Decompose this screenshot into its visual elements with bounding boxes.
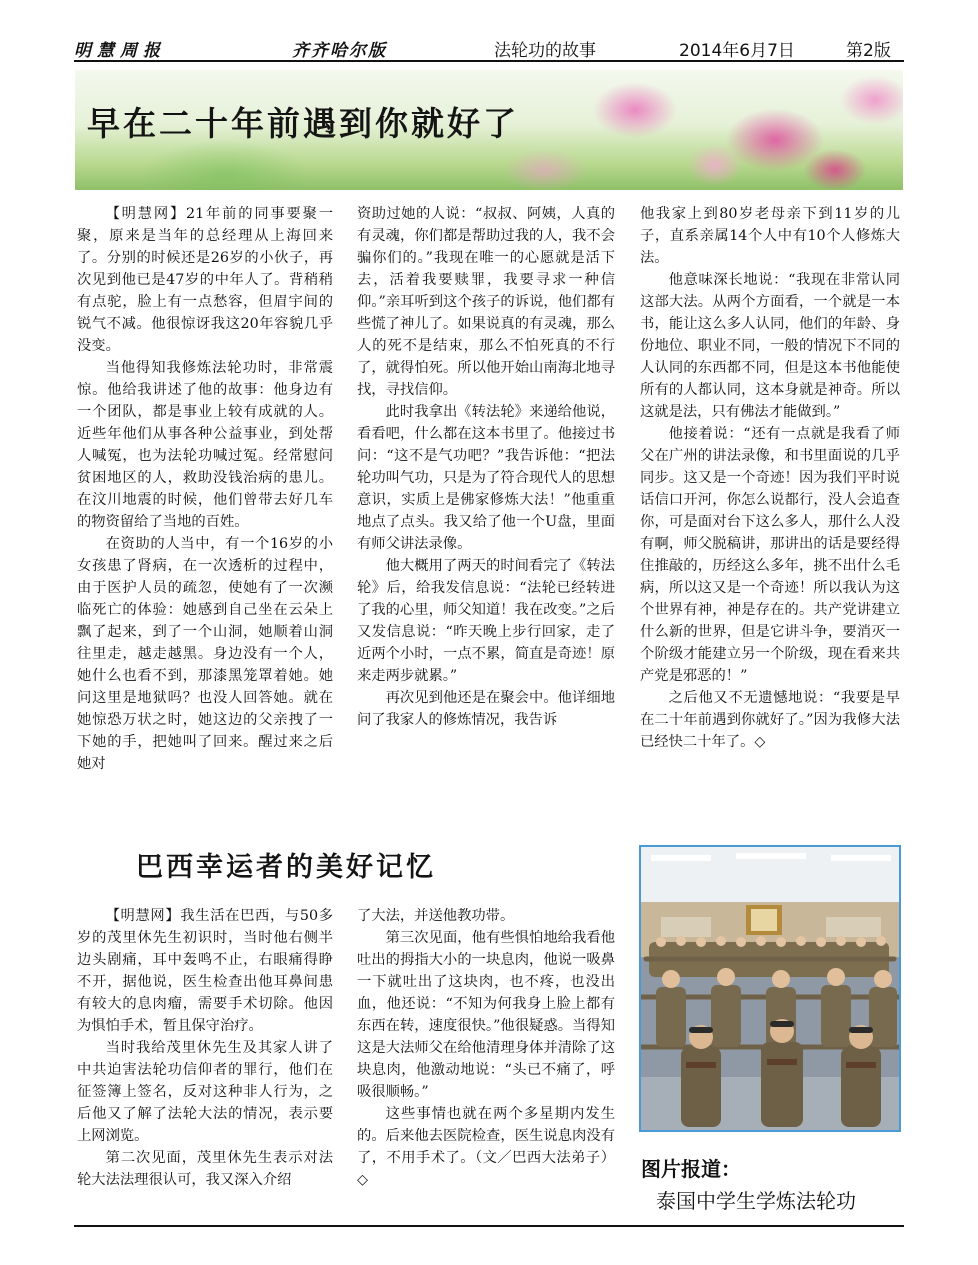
article-column-2 [357,905,615,1191]
paragraph: 当他得知我修炼法轮功时，非常震惊。他给我讲述了他的故事：他身边有一个团队，都是事业上较有成就的人。近些年他们从事各种公益事业，到处帮人喊冤，也为法轮功喊过冤。经常慰问贫困地区的人，救助没钱治病的患儿。在汶川地震的时候，他们曾带去好几车的物资留给了当地的百姓。 [77,360,333,530]
article-banner [75,70,903,190]
issue-date: 2014年6月7日 [679,41,795,61]
article-column-3 [640,203,900,753]
paragraph: 他接着说：“还有一点就是我看了师父在广州的讲法录像，和书里面说的几乎同步。这又是一个奇迹！因为我们平时说话信口开河，你怎么说都行，没人会追查你，可是面对台下这么多人，那什么人没有啊，师父脱稿讲，那讲出的话是要经得住推敲的，历经这么多年，挑不出什么毛病，所以这又是一个奇迹！所以我认为这个世界有神，神是存在的。共产党讲建立什么新的世界，但是它讲斗争，要消灭一个阶级才能建立另一个阶级，现在看来共产党是邪恶的！” [640,426,900,684]
paragraph: 他意味深长地说：“我现在非常认同这部大法。从两个方面看，一个就是一本书，能让这么多人认同，他们的年龄、身份地位、职业不同，一般的情况下不同的人认同的东西都不同，但是这本书他能使所有的人都认同，这本身就是神奇。所以这就是法，只有佛法才能做到。” [640,272,900,420]
paragraph: 【明慧网】我生活在巴西，与50多岁的茂里休先生初识时，当时他右侧半边头剧痛，耳中轰鸣不止，右眼痛得睁不开，据他说，医生检查出他耳鼻间患有较大的息肉瘤，需要手术切除。他因为惧怕手术，暂且保守治疗。 [77,908,333,1034]
paragraph: 在资助的人当中，有一个16岁的小女孩患了肾病，在一次透析的过程中，由于医护人员的疏忽，使她有了一次濒临死亡的体验：她感到自己坐在云朵上飘了起来，到了一个山洞，她顺着山洞往里走，越走越黑。身边没有一个人，她什么也看不到，那漆黑笼罩着她。她问这里是地狱吗？也没人回答她。就在她惊恐万状之时，她这边的父亲拽了一下她的手，把她叫了回来。醒过来之后她对 [77,536,333,772]
paragraph-continued: 他我家上到80岁老母亲下到11岁的儿子，直系亲属14个人中有10个人修炼大法。 [640,206,900,266]
article-column-2 [357,203,615,731]
top-divider [74,60,904,62]
article-title: 巴西幸运者的美好记忆 [136,852,436,883]
scouts-exercise-photo [639,845,901,1132]
paragraph-continued: 了大法，并送他教功带。 [357,908,515,924]
column-name: 法轮功的故事 [494,41,596,61]
paper-name: 明慧周报 [74,41,166,61]
paragraph: 此时我拿出《转法轮》来递给他说，看看吧，什么都在这本书里了。他接过书问：“这不是气功吧？”我告诉他：“把法轮功叫气功，只是为了符合现代人的思想意识，实质上是佛家修炼大法！”他重重地点了点头。我又给了他一个U盘，里面有师父讲法录像。 [357,404,615,552]
photo-report-label: 图片报道： [641,1157,741,1181]
photo-caption: 泰国中学生学炼法轮功 [656,1189,856,1213]
paragraph: 第二次见面，茂里休先生表示对法轮大法法理很认可，我又深入介绍 [77,1150,333,1188]
article-column-1 [77,203,333,775]
edition-name: 齐齐哈尔版 [292,41,387,61]
paragraph: 这些事情也就在两个多星期内发生的。后来他去医院检查，医生说息肉没有了，不用手术了。（文／巴西大法弟子）◇ [357,1106,615,1188]
paragraph: 再次见到他还是在聚会中。他详细地问了我家人的修炼情况，我告诉 [357,690,615,728]
paragraph: 之后他又不无遗憾地说：“我要是早在二十年前遇到你就好了。”因为我修大法已经快二十年了。◇ [640,690,900,750]
paragraph: 第三次见面，他有些惧怕地给我看他吐出的拇指大小的一块息肉，他说一吸鼻一下就吐出了这块肉，也不疼，也没出血，他还说：“不知为何我身上脸上都有东西在转，速度很快。”他很疑惑。当得知这是大法师父在给他清理身体并清除了这块息肉，他激动地说：“头已不痛了，呼吸很顺畅。” [357,930,615,1100]
paragraph: 他大概用了两天的时间看完了《转法轮》后，给我发信息说：“法轮已经转进了我的心里，师父知道！我在改变。”之后又发信息说：“昨天晚上步行回家，走了近两个小时，一点不累，简直是奇迹！原来走两步就累。” [357,558,615,684]
paragraph: 当时我给茂里休先生及其家人讲了中共迫害法轮功信仰者的罪行，他们在征签簿上签名，反对这种非人行为，之后他又了解了法轮大法的情况，表示要上网浏览。 [77,1040,333,1144]
page-number: 第2版 [846,41,891,61]
bottom-divider [74,1225,904,1227]
paragraph-continued: 资助过她的人说：“叔叔、阿姨，人真的有灵魂，你们都是帮助过我的人，我不会骗你们的。”我现在唯一的心愿就是活下去，活着我要赎罪，我要寻求一种信仰。”亲耳听到这个孩子的诉说，他们都有些慌了神儿了。如果说真的有灵魂，那么人的死不是结束，那么不怕死真的不行了，就得怕死。所以他开始山南海北地寻找，寻找信仰。 [357,206,615,398]
article-title: 早在二十年前遇到你就好了 [87,104,519,143]
article-column-1 [77,905,333,1191]
masthead [74,30,904,60]
photo-illustration [641,847,899,1130]
paragraph: 【明慧网】21年前的同事要聚一聚，原来是当年的总经理从上海回来了。分别的时候还是26岁的小伙子，再次见到他已是47岁的中年人了。背稍稍有点驼，脸上有一点愁容，但眉宇间的锐气不减。他很惊讶我这20年容貌几乎没变。 [77,206,333,354]
